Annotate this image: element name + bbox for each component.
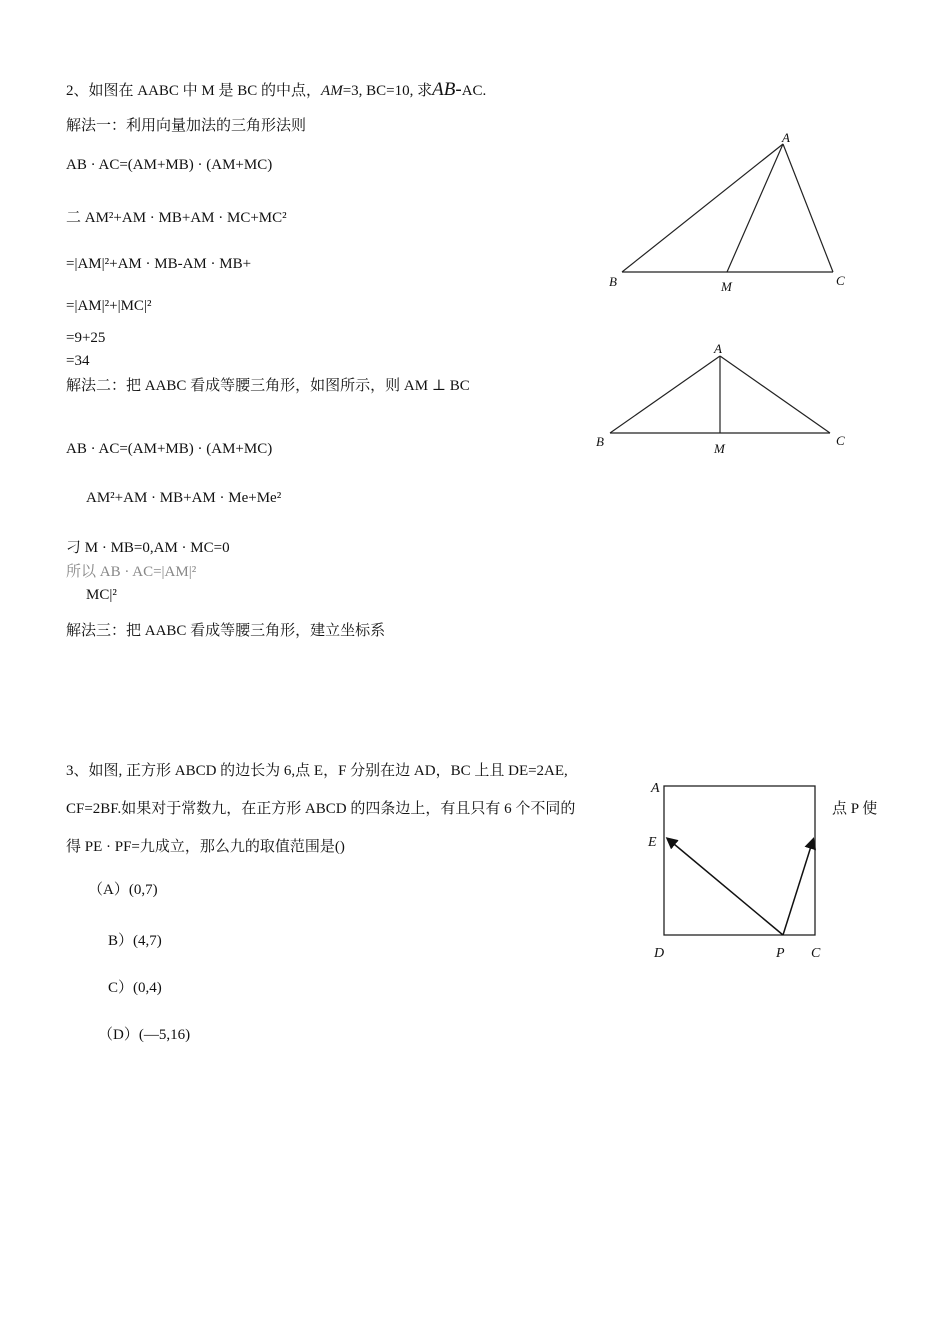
method2-line-4-text: 所以 AB · AC=|AM|² [66,564,197,580]
fig3-label-a: A [651,781,660,796]
method2-line-2: AM²+AM · MB+AM · Me+Me² [86,490,282,506]
method2-title: 解法二：把 AABC 看成等腰三角形，如图所示，则 AM ⊥ BC [66,378,470,394]
method2-line-3: 刁 M · MB=0,AM · MC=0 [66,540,230,556]
method1-line-6: =34 [66,353,90,369]
method2-line-5: MC|² [86,587,117,603]
method3-title: 解法三：把 AABC 看成等腰三角形，建立坐标系 [66,623,386,639]
square-abcd [664,786,815,935]
problem3-line-2: CF=2BF.如果对于常数九，在正方形 ABCD 的四条边上，有且只有 6 个不同的 [66,801,576,817]
problem3-line-3: 得 PE · PF=九成立，那么九的取值范围是() [66,839,345,855]
method1-line-3: =|AM|²+AM · MB-AM · MB+ [66,256,252,272]
problem2-header-ab: AB- [432,79,462,100]
fig3-label-p: P [776,946,785,961]
method2-line-1: AB · AC=(AM+MB) · (AM+MC) [66,441,273,457]
fig2-label-b: B [596,434,604,449]
vector-pe [668,839,783,935]
method1-line-1: AB · AC=(AM+MB) · (AM+MC) [66,157,273,173]
fig3-label-d: D [654,946,665,961]
fig3-label-e: E [648,835,657,850]
option-d: （D）(—5,16) [98,1027,191,1043]
fig1-label-m: M [721,279,732,294]
option-c: C）(0,4) [108,980,162,996]
fig3-label-c: C [811,946,821,961]
problem2-header-post: AC. [461,83,487,99]
method1-line-4: =|AM|²+|MC|² [66,298,152,314]
fig2-label-m: M [714,441,725,456]
vector-pf [783,840,813,935]
problem2-header-am: AM [321,83,343,99]
problem2-header-mid: =3, BC=10, 求 [342,83,433,99]
method1-line-5: =9+25 [66,330,106,346]
fig1-label-b: B [609,274,617,289]
method1-title: 解法一：利用向量加法的三角形法则 [66,118,307,134]
fig1-label-c: C [836,273,845,288]
fig2-label-c: C [836,433,845,448]
problem3-line-1: 3、如图, 正方形 ABCD 的边长为 6,点 E，F 分别在边 AD，BC 上且 DE=2AE, [66,763,568,779]
option-b: B）(4,7) [108,933,162,949]
fig2-label-a: A [714,341,722,356]
method1-line-2: 二 AM²+AM · MB+AM · MC+MC² [66,210,287,226]
problem2-header-pre: 2、如图在 AABC 中 M 是 BC 的中点， [66,83,322,99]
fig1-label-a: A [782,130,790,145]
option-a: （A）(0,7) [88,882,158,898]
problem3-line-2-right: 点 P 使 [832,801,878,817]
